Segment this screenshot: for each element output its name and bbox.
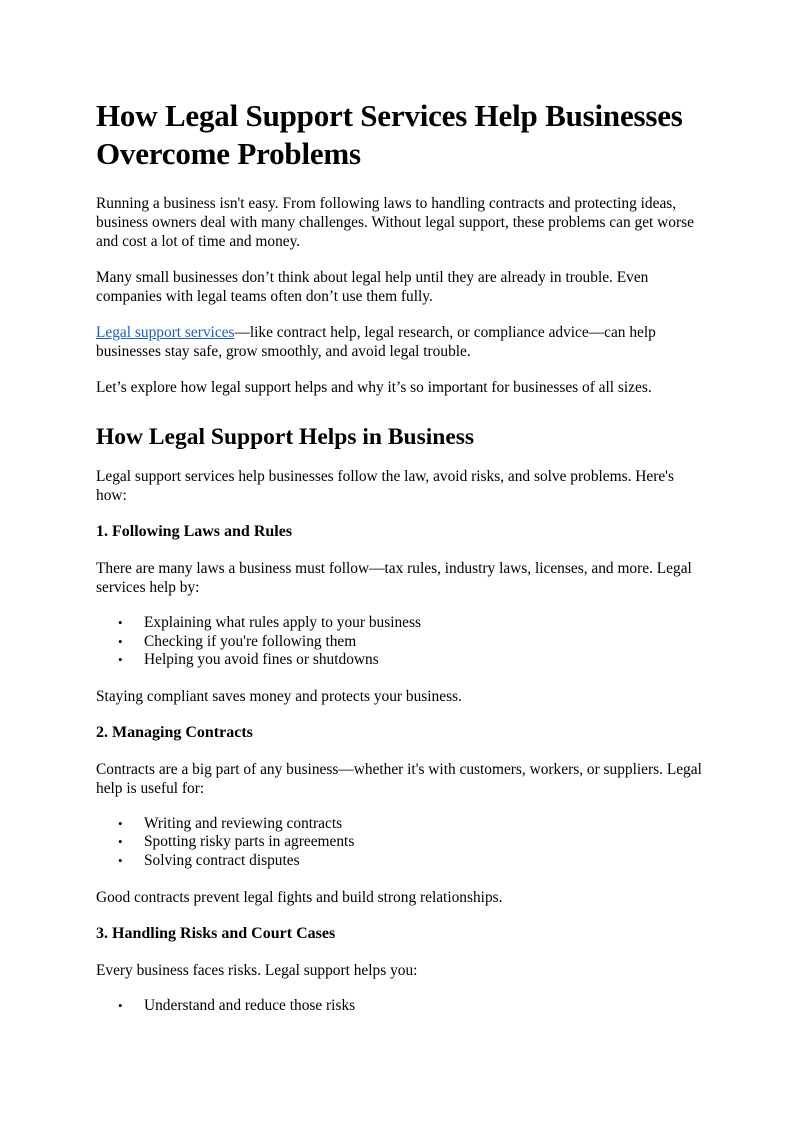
bullet-icon: •	[118, 615, 123, 630]
section-intro: Legal support services help businesses follow the law, avoid risks, and solve problems. Here's how:	[96, 468, 674, 504]
list-item: • Checking if you're following them	[118, 632, 357, 650]
bullet-list-laws	[96, 614, 706, 670]
subsection-text-laws: There are many laws a business must follow—tax rules, industry laws, licenses, and more. Legal services help by:	[96, 560, 692, 596]
intro-paragraph-2: Many small businesses don’t think about legal help until they are already in trouble. Even companies with legal teams often don’t use them fully.	[96, 269, 649, 305]
subsection-closing-contracts: Good contracts prevent legal fights and build strong relationships.	[96, 888, 503, 906]
subsection-heading-contracts: 2. Managing Contracts	[96, 723, 253, 741]
subsection-text-risks: Every business faces risks. Legal support helps you:	[96, 961, 418, 979]
bullet-list-risks	[96, 997, 706, 1016]
intro-paragraph-3-text: —like contract help, legal research, or compliance advice—can help businesses stay safe, grow smoothly, and avoid legal trouble.	[96, 324, 656, 360]
list-item: • Solving contract disputes	[118, 851, 300, 869]
bullet-icon: •	[118, 652, 123, 668]
intro-paragraph-1: Running a business isn't easy. From following laws to handling contracts and protecting ideas, business owners deal with many challenges. Without legal support, these problems can get worse and cost a lot of time and money.	[96, 195, 694, 250]
page-title: How Legal Support Services Help Businesses Overcome Problems	[96, 98, 683, 171]
bullet-icon: •	[118, 633, 123, 649]
list-item: • Writing and reviewing contracts	[118, 814, 343, 832]
document-page	[96, 97, 706, 1032]
subsection-heading-laws: 1. Following Laws and Rules	[96, 523, 293, 540]
intro-paragraph-3	[96, 323, 706, 361]
section-heading: How Legal Support Helps in Business	[96, 424, 475, 450]
bullet-icon: •	[118, 997, 123, 1013]
list-item: • Understand and reduce those risks	[118, 996, 356, 1014]
subsection-closing-laws: Staying compliant saves money and protects your business.	[96, 687, 462, 705]
legal-support-services-link[interactable]: Legal support services	[96, 324, 235, 341]
bullet-icon: •	[118, 834, 123, 850]
bullet-icon: •	[118, 852, 123, 868]
bullet-list-contracts	[96, 815, 706, 871]
bullet-icon: •	[118, 815, 123, 831]
list-item: • Helping you avoid fines or shutdowns	[118, 651, 379, 669]
subsection-text-contracts: Contracts are a big part of any business—whether it's with customers, workers, or suppliers. Legal help is useful for:	[96, 760, 702, 797]
list-item: • Explaining what rules apply to your business	[118, 614, 421, 631]
intro-paragraph-4: Let’s explore how legal support helps and why it’s so important for businesses of all sizes.	[96, 379, 652, 396]
list-item: • Spotting risky parts in agreements	[118, 833, 355, 851]
subsection-heading-risks: 3. Handling Risks and Court Cases	[96, 924, 336, 942]
